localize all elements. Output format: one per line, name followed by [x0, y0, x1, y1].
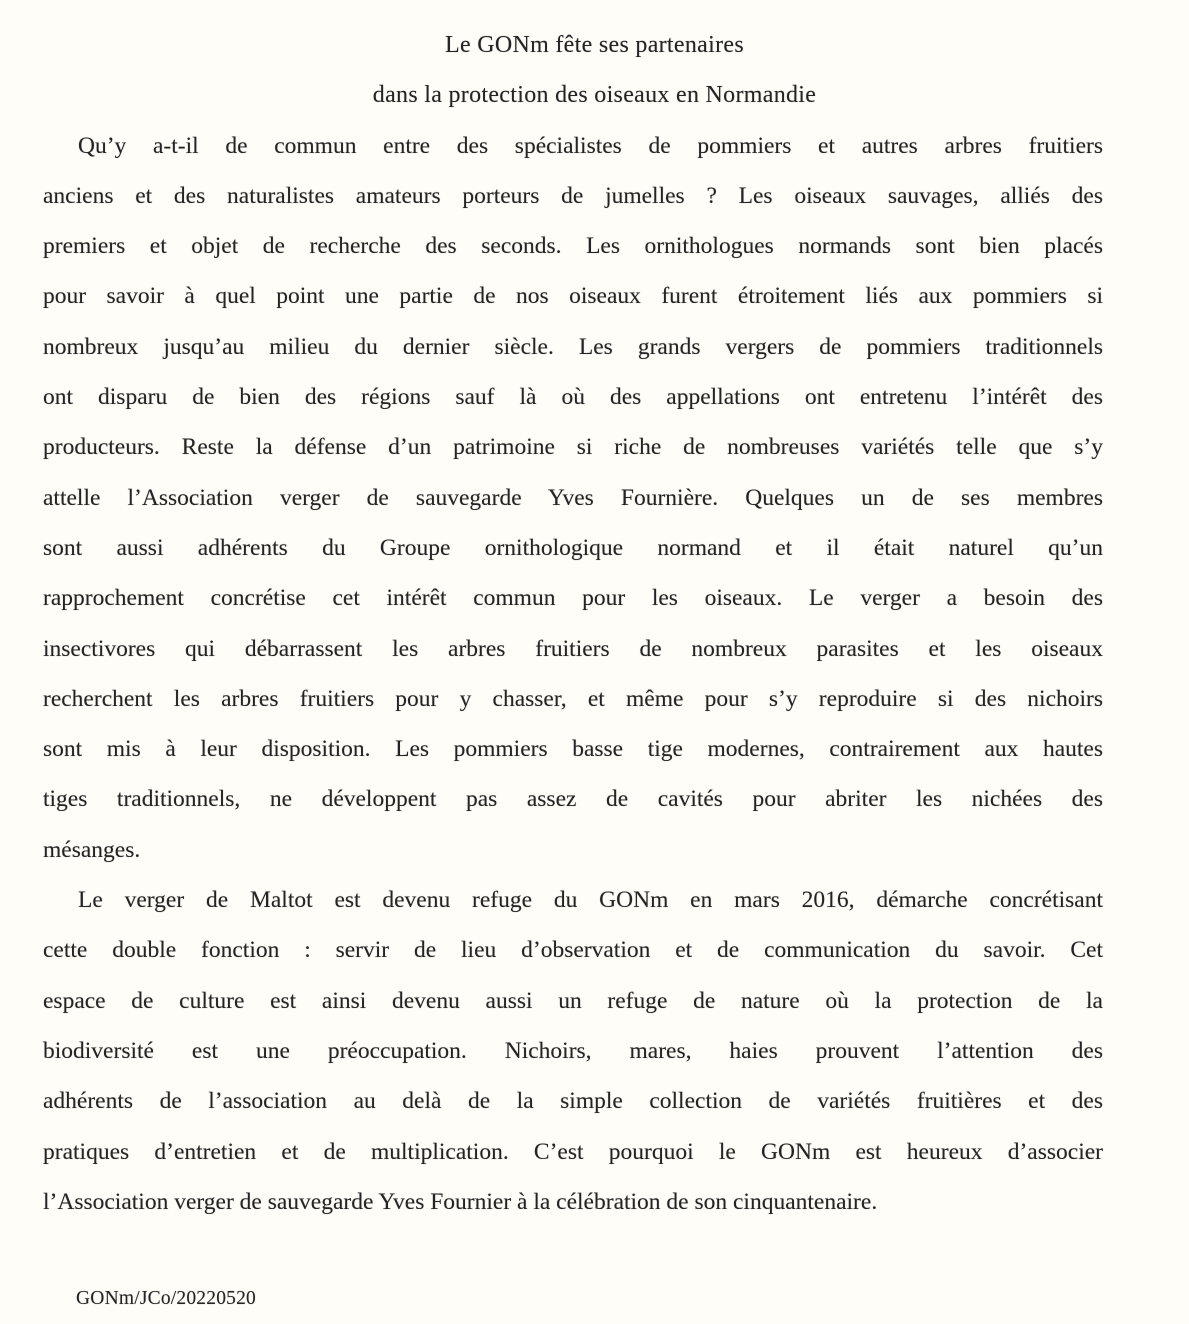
- paragraph-line: biodiversité est une préoccupation. Nichoirs, mares, haies prouvent l’attention des: [43, 1037, 1103, 1064]
- paragraph-line: Le verger de Maltot est devenu refuge du GONm en mars 2016, démarche concrétisant: [78, 887, 1103, 914]
- paragraph-line: l’Association verger de sauvegarde Yves Fournier à la célébration de son cinquantenaire.: [43, 1188, 878, 1215]
- document-body: [43, 121, 1103, 1228]
- paragraph-line: attelle l’Association verger de sauvegarde Yves Fournière. Quelques un de ses membres: [43, 484, 1103, 511]
- footer-reference: GONm/JCo/20220520: [76, 1288, 256, 1310]
- paragraph-line: pratiques d’entretien et de multiplication. C’est pourquoi le GONm est heureux d’associer: [43, 1138, 1103, 1165]
- paragraph-line: recherchent les arbres fruitiers pour y chasser, et même pour s’y reproduire si des nichoirs: [43, 685, 1103, 712]
- paragraph-line: rapprochement concrétise cet intérêt commun pour les oiseaux. Le verger a besoin des: [43, 585, 1103, 612]
- paragraph-line: cette double fonction : servir de lieu d’observation et de communication du savoir. Cet: [43, 937, 1103, 964]
- paragraph-line: insectivores qui débarrassent les arbres fruitiers de nombreux parasites et les oiseaux: [43, 635, 1103, 662]
- paragraph-line: sont aussi adhérents du Groupe ornithologique normand et il était naturel qu’un: [43, 534, 1103, 561]
- paragraph-line: pour savoir à quel point une partie de nos oiseaux furent étroitement liés aux pommiers si: [43, 283, 1103, 310]
- paragraph-line: Qu’y a-t-il de commun entre des spécialistes de pommiers et autres arbres fruitiers: [78, 132, 1103, 159]
- paragraph-line: producteurs. Reste la défense d’un patrimoine si riche de nombreuses variétés telle que s’y: [43, 434, 1103, 461]
- paragraph-line: mésanges.: [43, 836, 141, 863]
- paragraph-line: sont mis à leur disposition. Les pommiers basse tige modernes, contrairement aux hautes: [43, 736, 1103, 763]
- paragraph-line: adhérents de l’association au delà de la simple collection de variétés fruitières et des: [43, 1088, 1103, 1115]
- paragraph-line: tiges traditionnels, ne développent pas assez de cavités pour abriter les nichées des: [43, 786, 1103, 813]
- document-title: [0, 20, 1189, 121]
- paragraph-line: espace de culture est ainsi devenu aussi un refuge de nature où la protection de la: [43, 987, 1103, 1014]
- paragraph-line: ont disparu de bien des régions sauf là où des appellations ont entretenu l’intérêt des: [43, 384, 1103, 411]
- paragraph-line: anciens et des naturalistes amateurs porteurs de jumelles ? Les oiseaux sauvages, alliés des: [43, 182, 1103, 209]
- title-line-2: dans la protection des oiseaux en Normandie: [372, 82, 817, 109]
- paragraph-line: premiers et objet de recherche des seconds. Les ornithologues normands sont bien placés: [43, 233, 1103, 260]
- paragraph-line: nombreux jusqu’au milieu du dernier siècle. Les grands vergers de pommiers traditionnels: [43, 333, 1103, 360]
- title-line-1: Le GONm fête ses partenaires: [445, 32, 744, 58]
